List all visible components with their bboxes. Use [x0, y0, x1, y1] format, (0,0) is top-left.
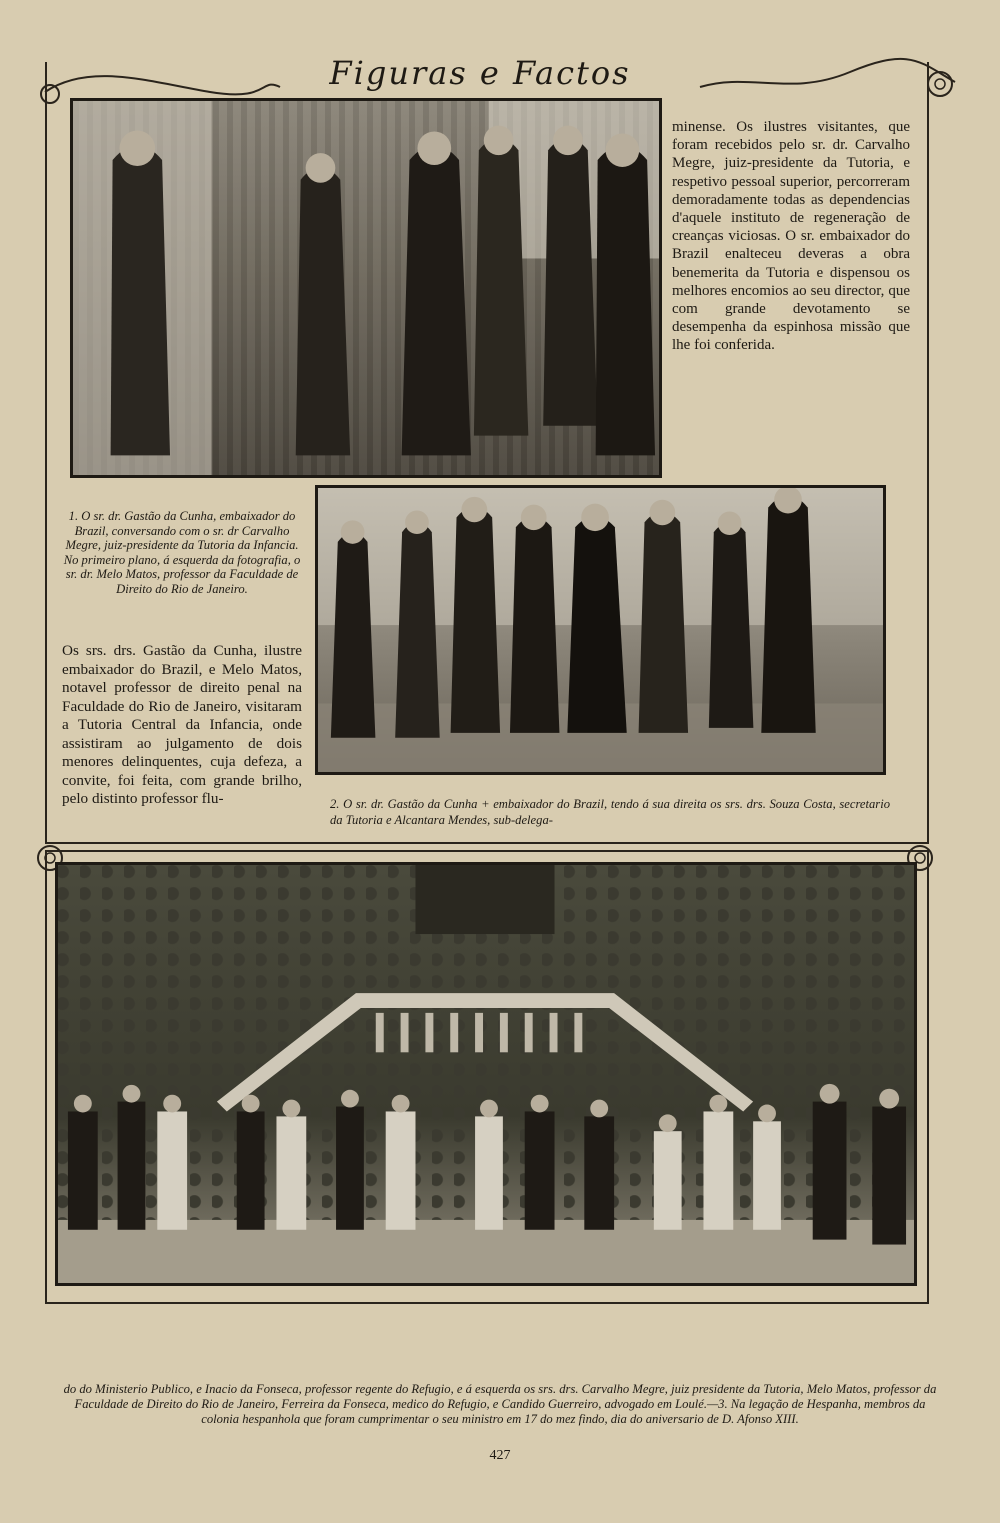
- page-title: Figuras e Factos: [329, 54, 631, 92]
- article-column-left: Os srs. drs. Gastão da Cunha, ilustre embaixador do Brazil, e Melo Matos, notavel professor de direito penal na Faculdade do Rio de Janeiro, visitaram a Tutoria Central da Infancia, onde assistiram ao julgamento de dois menores delinquentes, cuja defeza, a convite, foi feita, com grande brilho, pelo distinto professor flu-: [62, 642, 302, 807]
- photo-group-portrait: [315, 485, 886, 775]
- photo-1-caption: 1. O sr. dr. Gastão da Cunha, embaixador do Brazil, conversando com o sr. dr Carvalho Megre, juiz-presidente da Tutoria da Infancia. No primeiro plano, á esquerda da fotografia, o sr. dr. Melo Matos, professor da Faculdade de Direito do Rio de Janeiro.: [63, 509, 301, 596]
- photo-2-caption: 2. O sr. dr. Gastão da Cunha + embaixador do Brazil, tendo á sua direita os srs. drs. Souza Costa, secretario da Tutoria e Alcantara Mendes, sub-delega-: [330, 797, 890, 827]
- article-column-right: minense. Os ilustres visitantes, que foram recebidos pelo sr. dr. Carvalho Megre, juiz-presidente da Tutoria, e respetivo pessoal superior, percorreram demoradamente todas as dependencias d'aquele instituto de regeneração de creanças viciosas. O sr. embaixador do Brazil enalteceu deveras a obra benemerita da Tutoria e dispensou os melhores encomios ao seu director, que com grande devotamento se desempenha da espinhosa missão que lhe foi conferida.: [672, 119, 910, 354]
- photo-ambassador-conversation: [70, 98, 662, 478]
- photo-spanish-colony-stairs: [55, 862, 917, 1286]
- page-number: 427: [489, 1448, 511, 1463]
- photo-3-caption: do do Ministerio Publico, e Inacio da Fonseca, professor regente do Refugio, e á esquerda os srs. drs. Carvalho Megre, juiz presidente da Tutoria, Melo Matos, professor da Faculdade de Direito do Rio de Janeiro, Ferreira da Fonseca, medico do Refugio, e Candido Guerreiro, advogado em Loulé.—3. Na legação de Hespanha, membros da colonia hespanhola que foram cumprimentar o seu ministro em 17 do mez findo, dia do aniversario de D. Afonso XIII.: [63, 1382, 937, 1427]
